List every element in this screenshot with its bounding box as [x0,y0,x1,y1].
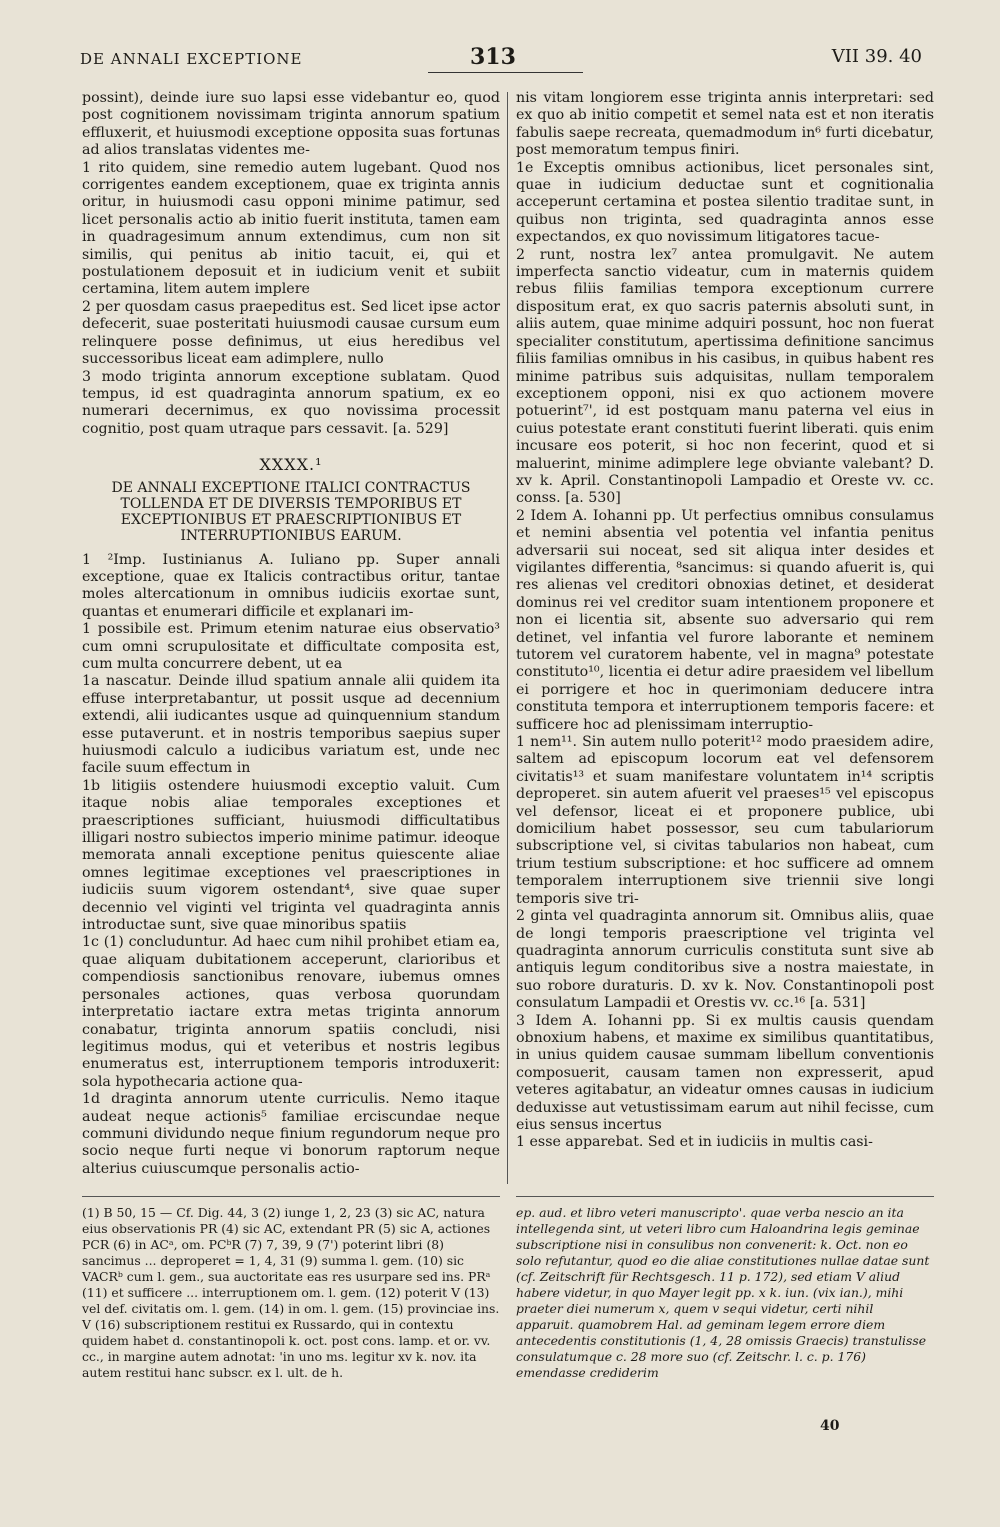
law-paragraph: 1 ²Imp. Iustinianus A. Iuliano pp. Super annali exceptione, quae ex Italicis contractibus oritur, tantae moles altercationum in omnibus iudiciis exortae sunt, quantas et enumerari difficile et explanari im- [82,551,500,620]
column-divider [507,92,508,1184]
paragraph: 1e Exceptis omnibus actionibus, licet personales sint, quae in iudicium deductae sunt et cognitionalia acceperunt certamina et postea silentio traditae sunt, in quibus non triginta, sed quadraginta annos esse expectandos, ex quo novissimum litigatores tacue- [516,159,934,246]
paragraph: 2 runt, nostra lex⁷ antea promulgavit. Ne autem imperfecta sanctio videatur, cum in maternis quidem rebus filiis familias tempora exceptionum currere dispositum erat, ex quo sacris paternis absoluti sunt, in aliis autem, quae minime adquiri possunt, hoc non fuerat specialiter constitutum, apertissima definitione sancimus filiis familias omnibus in his casibus, in quibus habent res minime patribus suis adquisitas, nullam temporalem exceptionem opponi, nisi ex quo actionem movere potuerint⁷', id est postquam manu paterna vel eius in cuius potestate erant constituti fuerint liberati. quis enim incusare eos poterit, si hoc non fecerint, quod et si maluerint, minime adimplere lege obviante valebant? D. xv k. April. Constantinopoli Lampadio et Oreste vv. cc. conss. [a. 530] [516,246,934,507]
left-column [82,90,500,1178]
paragraph: 1 rito quidem, sine remedio autem lugebant. Quod nos corrigentes eandem exceptionem, quae ex triginta annis oritur, in huiusmodi casu opponi minime patimur, sed licet personalis actio ab initio fuerit instituta, tamen eam in quadragesimum annum extendimus, cum non sit similis, qui penitus ab initio tacuit, ei, qui et postulationem deposuit et in iudicium venit et subiit certamina, litem autem implere [82,159,500,298]
running-header-left: DE ANNALI EXCEPTIONE [80,50,303,68]
footnote-rule-left [82,1196,500,1197]
law-paragraph: 1d draginta annorum utente curriculis. Nemo itaque audeat neque actionis⁵ familiae erciscundae neque communi dividundo neque finium regundorum neque pro socio neque furti neque vi bonorum raptorum neque alterius cuiuscumque personalis actio- [82,1091,500,1177]
footnotes-right: ep. aud. et libro veteri manuscripto'. quae verba nescio an ita intellegenda sint, ut veteri libro cum Haloandrina legis geminae subscriptione nisi in consulibus non convenerit: k. Oct. non eo solo refutantur, quod eo die aliae constitutiones nullae datae sunt (cf. Zeitschrift für Rechtsgesch. 11 p. 172), sed etiam V aliud habere videtur, in quo Mayer legit pp. x k. iun. (vix ian.), mihi praeter diei numerum x, quem v sequi videtur, certi nihil apparuit. quamobrem Hal. ad geminam legem errore diem antecedentis constitutionis (1, 4, 28 omissis Graecis) transtulisse consulatumque c. 28 more suo (cf. Zeitschr. l. c. p. 176) emendasse crediderim [516,1205,930,1380]
paragraph: 1 esse apparebat. Sed et in iudiciis in multis casi- [516,1134,873,1151]
law-paragraph: 1c (1) concluduntur. Ad haec cum nihil prohibet etiam ea, quae aliquam dubitationem acceperunt, clarioribus et compendiosis sanctionibus renovare, iubemus omnes personales actiones, quas verbosa quorundam interpretatio iactare extra metas triginta annorum conabatur, triginta annorum spatiis concludi, nisi legitimus modus, qui et veteribus et nostris legibus enumeratus est, interruptionem temporis introduxerit: sola hypothecaria actione qua- [82,934,500,1090]
paragraph: 3 Idem A. Iohanni pp. Si ex multis causis quendam obnoxium habens, et maxime ex similibus quantitatibus, in unius quidem causae summam libellum conventionis composuerit, causam tamen non expresserit, apud veteres agitabatur, an videatur omnes causas in iudicium deduxisse aut vetustissimam earum aut nihil fecisse, cum eius sensus incertus [516,1012,934,1133]
paragraph: 1 nem¹¹. Sin autem nullo poterit¹² modo praesidem adire, saltem ad episcopum locorum eat vel defensorem civitatis¹³ et suam manifestare voluntatem in¹⁴ scriptis deproperet. sin autem afuerit vel praeses¹⁵ vel episcopus vel defensor, liceat ei et proponere publice, ubi domicilium habet possessor, seu cum tabulariorum subscriptione vel, si civitas tabularios non habeat, cum trium testium subscriptione: et hoc sufficere ad omnem temporalem interruptionem sive triennii sive longi temporis sive tri- [516,734,934,907]
header-rule [428,72,583,73]
signature-mark: 40 [820,1418,840,1434]
law-paragraph: 1a nascatur. Deinde illud spatium annale alii quidem ita effuse interpretabantur, ut possit usque ad decennium extendi, alii iudicantes usque ad quinquennium standum esse putaverunt. et in nostris temporibus saepius super huiusmodi calculo a iudicibus variatum est, unde nec facile suum effectum in [82,673,500,777]
paragraph: 2 Idem A. Iohanni pp. Ut perfectius omnibus consulamus et nemini absentia vel potentia vel infantia penitus adversarii sui noceat, sed sit aliqua inter desides et vigilantes differentia, ⁸sancimus: si quando afuerit is, qui res alienas vel creditori obnoxias detinet, et desiderat dominus rei vel creditor suam intentionem proponere et non ei licentia sit, absente suo adversario qui rem detinet, vel infantia vel furore laborante et neminem tutorem vel curatorem habente, vel in magna⁹ potestate constituto¹⁰, licentia ei detur adire praesidem vel libellum ei porrigere et hoc in querimoniam deducere intra constituta tempora et interruptionem temporis facere: et sufficere hoc ad plenissimam interruptio- [516,507,934,733]
title-number: XXXX.¹ [259,455,323,475]
law-paragraph: 1 possibile est. Primum etenim naturae eius observatio³ cum omni scrupulositate et difficultate composita est, cum multa concurrere debent, ut ea [82,621,500,672]
page-number: 313 [470,44,516,70]
paragraph: nis vitam longiorem esse triginta annis interpretari: sed ex quo ab initio competit et semel nata est et non iteratis fabulis saepe recreata, quemadmodum in⁶ furti dicebatur, post memoratum tempus finiri. [516,90,934,159]
paragraph: 2 per quosdam casus praepeditus est. Sed licet ipse actor defecerit, suae posteritati huiusmodi causae cursum eum relinquere posse definimus, ut eius heredibus vel successoribus liceat eam adimplere, nullo [82,298,500,368]
paragraph: 2 ginta vel quadraginta annorum sit. Omnibus aliis, quae de longi temporis praescriptione vel triginta vel quadraginta annorum curriculis constituta sunt sive ab antiquis legum conditoribus sive a nostra maiestate, in suo robore duraturis. D. xv k. Nov. Constantinopoli post consulatum Lampadii et Orestis vv. cc.¹⁶ [a. 531] [516,908,934,1012]
right-column [516,90,934,1152]
law-paragraph: 1b litigiis ostendere huiusmodi exceptio valuit. Cum itaque nobis aliae temporales exceptiones et praescriptiones sufficiant, huiusmodi difficultatibus illigari nostro subiectos imperio minime patimur. ideoque memorata annali exceptione penitus quiescente aliae omnes legitimae exceptiones vel praescriptiones in iudiciis suum vigorem ostendant⁴, sive quae super decennio vel viginti vel triginta vel quadraginta annis introductae sunt, sive quae minoribus spatiis [82,777,500,934]
footnote-rule-right [516,1196,934,1197]
paragraph: possint), deinde iure suo lapsi esse videbantur eo, quod post cognitionem novissimam triginta annorum spatium effluxerit, et huiusmodi exceptione opposita suas fortunas ad alios translatas videntes me- [82,90,500,159]
footnotes-left: (1) B 50, 15 — Cf. Dig. 44, 3 (2) iunge 1, 2, 23 (3) sic AC, natura eius observationis PR (4) sic AC, extendant PR (5) sic A, actiones PCR (6) in ACᵃ, om. PCᵇR (7) 7, 39, 9 (7') poterint libri (8) sancimus ... deproperet = 1, 4, 31 (9) summa l. gem. (10) sic VACRᵇ cum l. gem., sua auctoritate eas res usurpare sed ins. PRᵃ (11) et sufficere ... interruptionem om. l. gem. (12) poterit V (13) vel def. civitatis om. l. gem. (14) in om. l. gem. (15) provinciae ins. V (16) subscriptionem restitui ex Russardo, qui in contextu quidem habet d. constantinopoli k. oct. post cons. lamp. et or. vv. cc., in margine autem adnotat: 'in uno ms. legitur xv k. nov. ita autem restitui hanc subscr. ex l. ult. de h. [82,1205,500,1380]
running-header-right: VII 39. 40 [831,46,922,67]
title-heading: DE ANNALI EXCEPTIONE ITALICI CONTRACTUS TOLLENDA ET DE DIVERSIS TEMPORIBUS ET EXCEPTIONIBUS ET PRAESCRIPTIONIBUS ET INTERRUPTIONIBUS EARUM. [111,479,471,544]
paragraph: 3 modo triginta annorum exceptione sublatam. Quod tempus, id est quadraginta annorum spatium, ex eo numerari decernimus, ex quo novissima processit cognitio, post quam utraque pars cessavit. [a. 529] [82,368,500,437]
